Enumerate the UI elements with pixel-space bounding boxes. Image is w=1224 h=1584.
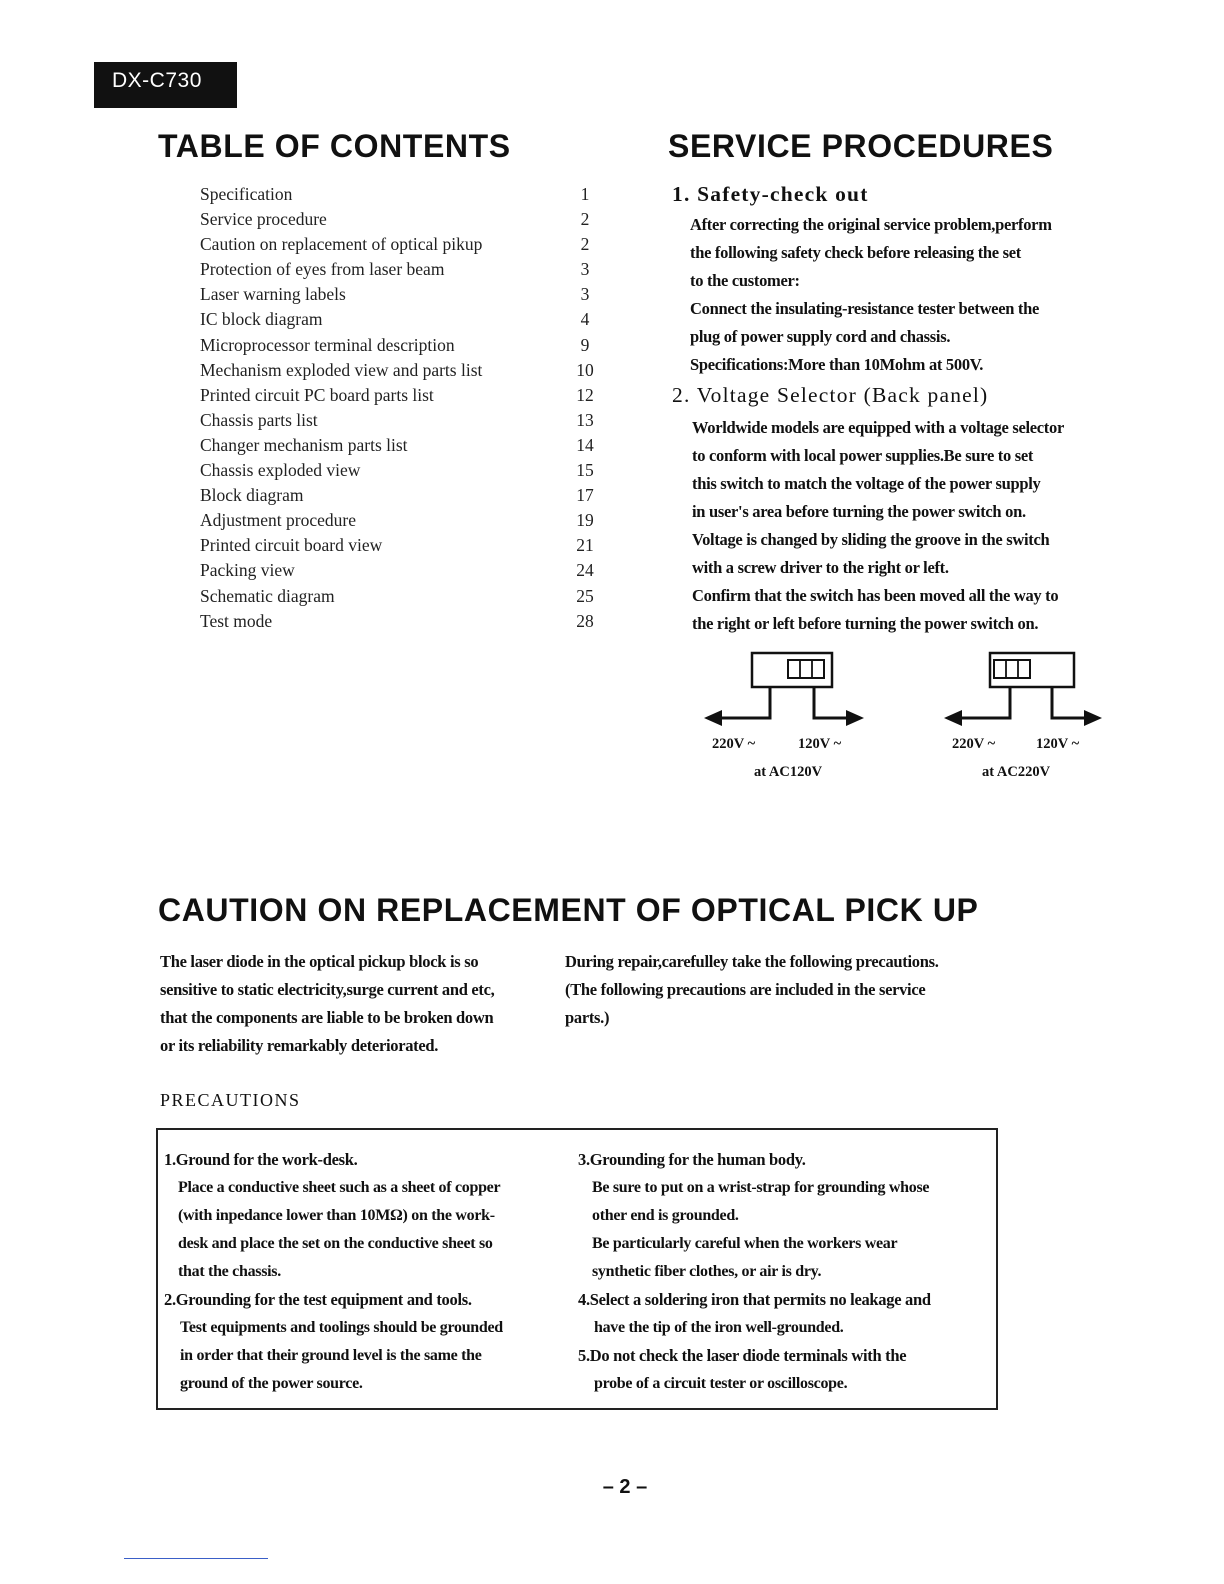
text-line: plug of power supply cord and chassis. <box>690 327 951 346</box>
toc-entry <box>200 510 600 535</box>
toc-entry-page: 10 <box>576 359 594 380</box>
toc-entry-label: Microprocessor terminal description <box>200 334 455 355</box>
toc-entry <box>200 611 600 636</box>
precaution-detail: probe of a circuit tester or oscilloscope. <box>594 1375 848 1392</box>
precaution-item: 5.Do not check the laser diode terminals with the <box>578 1346 907 1365</box>
precautions-label: PRECAUTIONS <box>160 1090 301 1110</box>
toc-entry-label: Chassis parts list <box>200 409 318 430</box>
toc-entry-page: 1 <box>580 184 590 204</box>
toc-entry <box>200 234 600 259</box>
toc-entry <box>200 460 600 485</box>
toc-entry-page: 3 <box>580 259 590 280</box>
voltage-switch-icon <box>938 650 1128 730</box>
text-line: After correcting the original service problem,perform <box>690 215 1052 234</box>
precaution-detail: have the tip of the iron well-grounded. <box>594 1319 844 1336</box>
text-line: Connect the insulating-resistance tester between the <box>690 299 1040 318</box>
precaution-item: 2.Grounding for the test equipment and tools. <box>164 1290 472 1309</box>
toc-entry-label: Schematic diagram <box>200 585 335 606</box>
safety-check-text <box>690 211 1052 379</box>
toc-entry-page: 9 <box>580 334 590 355</box>
text-line: (The following precautions are included in the service <box>565 980 926 999</box>
precaution-detail: that the chassis. <box>178 1263 281 1280</box>
toc-entry-page: 2 <box>580 209 590 230</box>
toc-entry-page: 21 <box>576 535 594 556</box>
text-line: or its reliability remarkably deteriorated. <box>160 1036 439 1055</box>
precaution-detail: desk and place the set on the conductive sheet so <box>178 1235 493 1252</box>
voltage-selector-text <box>692 414 1064 638</box>
toc-entry-page: 14 <box>576 434 594 455</box>
toc-entry-label: Changer mechanism parts list <box>200 434 408 455</box>
toc-entry-page: 28 <box>576 610 594 631</box>
text-line: Confirm that the switch has been moved all the way to <box>692 586 1059 605</box>
voltage-switch-icon <box>700 650 890 730</box>
toc-entry <box>200 284 600 309</box>
toc-entry-page: 19 <box>576 510 594 531</box>
text-line: Specifications:More than 10Mohm at 500V. <box>690 355 984 374</box>
toc-entry <box>200 385 600 410</box>
precaution-item: 3.Grounding for the human body. <box>578 1150 806 1169</box>
toc-entry-label: IC block diagram <box>200 309 323 330</box>
text-line: the right or left before turning the power switch on. <box>692 614 1039 633</box>
toc-entry <box>200 184 600 209</box>
text-line: parts.) <box>565 1008 610 1027</box>
precautions-left-column <box>164 1146 503 1398</box>
text-line: that the components are liable to be broken down <box>160 1008 494 1027</box>
voltage-selector-diagram-ac220v <box>938 650 1128 790</box>
precaution-item: 1.Ground for the work-desk. <box>164 1150 358 1169</box>
toc-entry-page: 3 <box>580 284 590 305</box>
text-line: Voltage is changed by sliding the groove in the switch <box>692 530 1050 549</box>
toc-entry-label: Chassis exploded view <box>200 460 361 481</box>
caution-intro-left <box>160 948 494 1060</box>
toc-entry-label: Caution on replacement of optical pikup <box>200 234 483 255</box>
precautions-box <box>156 1128 998 1410</box>
text-line: to the customer: <box>690 271 800 290</box>
toc-entry-label: Specification <box>200 184 293 204</box>
toc-entry-label: Printed circuit PC board parts list <box>200 384 434 405</box>
label-120v: 120V ~ <box>798 736 842 752</box>
toc-entry <box>200 335 600 360</box>
page-number: – 2 – <box>602 1476 648 1498</box>
toc-entry-label: Protection of eyes from laser beam <box>200 259 445 280</box>
text-line: The laser diode in the optical pickup block is so <box>160 952 479 971</box>
toc-entry-page: 17 <box>576 485 594 506</box>
toc-title: TABLE OF CONTENTS <box>158 128 511 164</box>
table-of-contents <box>200 184 600 636</box>
precaution-detail: other end is grounded. <box>592 1207 739 1224</box>
diagram-caption: at AC220V <box>982 764 1051 780</box>
text-line: the following safety check before releasing the set <box>690 243 1021 262</box>
text-line: with a screw driver to the right or left. <box>692 558 949 577</box>
voltage-selector-heading: 2. Voltage Selector (Back panel) <box>672 383 989 407</box>
toc-entry <box>200 259 600 284</box>
toc-entry <box>200 309 600 334</box>
toc-entry-page: 4 <box>580 309 590 330</box>
toc-entry-label: Packing view <box>200 560 295 581</box>
toc-entry <box>200 560 600 585</box>
text-line: Worldwide models are equipped with a voltage selector <box>692 418 1064 437</box>
voltage-selector-diagram-ac120v <box>700 650 890 790</box>
toc-entry-page: 24 <box>576 560 594 581</box>
toc-entry <box>200 360 600 385</box>
diagram-caption: at AC120V <box>754 764 823 780</box>
footer-rule <box>124 1558 268 1559</box>
toc-entry-label: Service procedure <box>200 209 327 230</box>
precaution-detail: Be sure to put on a wrist-strap for grounding whose <box>592 1179 930 1196</box>
toc-entry <box>200 209 600 234</box>
precaution-detail: Place a conductive sheet such as a sheet of copper <box>178 1179 501 1196</box>
text-line: in user's area before turning the power switch on. <box>692 502 1026 521</box>
toc-entry-label: Block diagram <box>200 485 304 506</box>
precaution-detail: synthetic fiber clothes, or air is dry. <box>592 1263 822 1280</box>
toc-entry-label: Printed circuit board view <box>200 535 383 556</box>
toc-entry <box>200 410 600 435</box>
toc-entry <box>200 535 600 560</box>
toc-entry <box>200 435 600 460</box>
toc-entry-page: 25 <box>576 585 594 606</box>
precaution-detail: Be particularly careful when the workers wear <box>592 1235 898 1252</box>
precaution-detail: ground of the power source. <box>180 1375 363 1392</box>
toc-entry-page: 15 <box>576 460 594 481</box>
service-procedures-title: SERVICE PROCEDURES <box>668 128 1054 164</box>
text-line: sensitive to static electricity,surge current and etc, <box>160 980 495 999</box>
text-line: During repair,carefulley take the following precautions. <box>565 952 939 971</box>
toc-entry-page: 13 <box>576 409 594 430</box>
precaution-detail: (with inpedance lower than 10MΩ) on the work- <box>178 1207 495 1224</box>
precaution-detail: Test equipments and toolings should be grounded <box>180 1319 503 1336</box>
safety-check-heading: 1. Safety-check out <box>672 182 869 206</box>
toc-entry-label: Test mode <box>200 610 273 631</box>
text-line: to conform with local power supplies.Be sure to set <box>692 446 1034 465</box>
precaution-item: 4.Select a soldering iron that permits no leakage and <box>578 1290 931 1309</box>
text-line: this switch to match the voltage of the power supply <box>692 474 1041 493</box>
toc-entry <box>200 485 600 510</box>
toc-entry <box>200 586 600 611</box>
toc-entry-label: Mechanism exploded view and parts list <box>200 359 483 380</box>
precautions-right-column <box>578 1146 931 1398</box>
toc-entry-label: Laser warning labels <box>200 284 346 305</box>
toc-entry-page: 2 <box>580 234 590 255</box>
model-tag: DX-C730 <box>94 62 237 108</box>
caution-title: CAUTION ON REPLACEMENT OF OPTICAL PICK UP <box>158 892 979 928</box>
toc-entry-label: Adjustment procedure <box>200 510 356 531</box>
label-220v: 220V ~ <box>952 736 996 752</box>
label-120v: 120V ~ <box>1036 736 1080 752</box>
precaution-detail: in order that their ground level is the same the <box>180 1347 482 1364</box>
label-220v: 220V ~ <box>712 736 756 752</box>
caution-intro-right <box>565 948 939 1032</box>
toc-entry-page: 12 <box>576 384 594 405</box>
